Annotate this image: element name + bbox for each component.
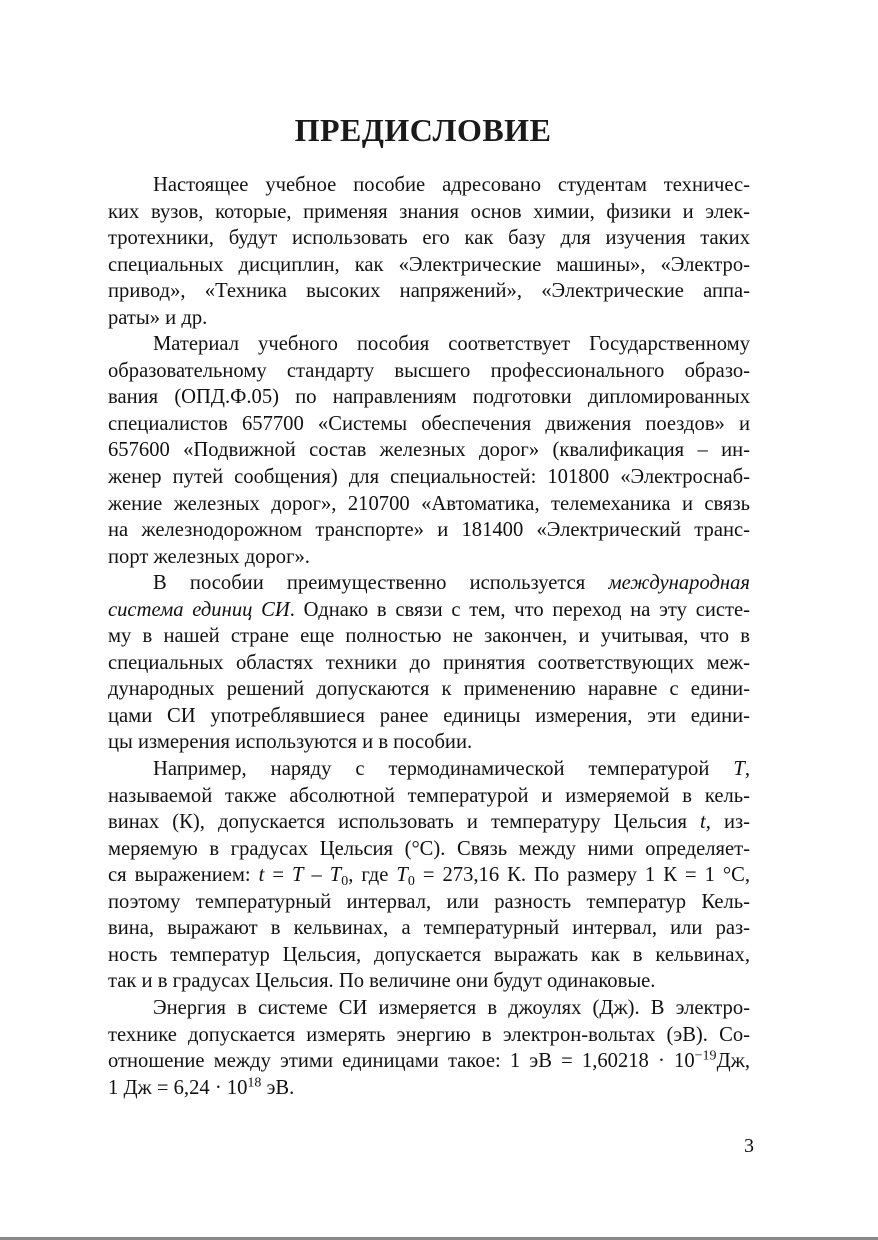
text-run: Например, наряду с термодинамической температурой xyxy=(153,758,734,781)
text-line: тротехники, будут использовать его как базу для изучения таких xyxy=(108,227,750,250)
formula-line xyxy=(108,862,750,889)
text-run: = xyxy=(264,864,292,887)
page-number: 3 xyxy=(744,1135,754,1157)
text-line xyxy=(108,597,750,624)
text-line: специальных дисциплин, как «Электрические машины», «Электро- xyxy=(108,253,750,276)
text-run: Дж, xyxy=(716,1050,750,1073)
text-line: жение железных дорог», 210700 «Автоматика, телемеханика и связь xyxy=(108,492,750,515)
text-line: Энергия в системе СИ измеряется в джоулях (Дж). В электро- xyxy=(153,996,750,1019)
text-run: , из- xyxy=(705,811,750,834)
math-variable: T xyxy=(733,758,745,781)
math-variable: T xyxy=(396,864,408,887)
text-line: поэтому температурный интервал, или разность температур Кель- xyxy=(108,890,750,913)
paragraph-5 xyxy=(108,995,750,1101)
text-line: меряемую в градусах Цельсия (°С). Связь между ними определяет- xyxy=(108,837,750,860)
text-line: образовательному стандарту высшего профессионального образо- xyxy=(108,359,750,382)
text-line: так и в градусах Цельсия. По величине они будут одинаковые. xyxy=(108,970,656,993)
formula-line xyxy=(108,1075,750,1102)
text-run: винах (К), допускается использовать и температуру Цельсия xyxy=(108,811,701,834)
math-variable: t xyxy=(258,864,265,887)
text-line: му в нашей стране еще полностью не закончен, и учитывая, что в xyxy=(108,625,750,648)
text-line xyxy=(108,756,750,783)
text-line: раты» и др. xyxy=(108,306,208,329)
text-run: , xyxy=(744,758,750,781)
math-variable: T xyxy=(329,864,342,887)
formula-line xyxy=(108,1048,750,1075)
text-run: ся выражением: xyxy=(108,864,259,887)
exponent: −19 xyxy=(694,1048,717,1064)
text-line: специальных областях техники до принятия соответствующих меж- xyxy=(108,651,750,674)
math-variable: t xyxy=(700,811,706,834)
text-line: женер путей сообщения) для специальностей: 101800 «Электроснаб- xyxy=(108,466,750,489)
text-run: , где xyxy=(348,864,397,887)
body-text xyxy=(108,172,750,1101)
text-line: 657600 «Подвижной состав железных дорог» (квалификация – ин- xyxy=(108,439,750,462)
subscript: 0 xyxy=(407,874,415,890)
paragraph-4 xyxy=(108,756,750,995)
text-line xyxy=(108,809,750,836)
text-run: = 273,16 К. По размеру 1 К = 1 °С, xyxy=(414,864,750,887)
text-line: ких вузов, которые, применяя знания основ химии, физики и элек- xyxy=(108,200,750,223)
text-line: называемой также абсолютной температурой и измеряемой в кель- xyxy=(108,784,750,807)
text-line: цы измерения используются и в пособии. xyxy=(108,731,473,754)
math-variable: T xyxy=(291,864,304,887)
emphasis-text: международная xyxy=(608,572,750,595)
paragraph-2 xyxy=(108,331,750,570)
text-run: эВ. xyxy=(261,1076,295,1099)
text-run: 1 Дж = 6,24 · 10 xyxy=(108,1076,248,1099)
paragraph-3 xyxy=(108,570,750,756)
text-line: Материал учебного пособия соответствует Государственному xyxy=(153,333,750,356)
text-line: привод», «Техника высоких напряжений», «Электрические аппа- xyxy=(108,280,750,303)
paragraph-1 xyxy=(108,172,750,331)
text-run: . Однако в связи с тем, что переход на эту систе- xyxy=(289,598,751,621)
text-line: Настоящее учебное пособие адресовано студентам техничес- xyxy=(153,174,750,196)
text-run: В пособии преимущественно используется xyxy=(153,572,609,595)
text-line: на железнодорожном транспорте» и 181400 «Электрический транс- xyxy=(108,519,750,542)
text-line xyxy=(108,570,750,597)
text-line: порт железных дорог». xyxy=(108,545,310,568)
text-run: – xyxy=(303,864,330,887)
text-line: ность температур Цельсия, допускается выражать как в кельвинах, xyxy=(108,943,750,966)
page-title: ПРЕДИСЛОВИЕ xyxy=(294,112,552,148)
text-line: вания (ОПД.Ф.05) по направлениям подготовки дипломированных xyxy=(108,386,750,409)
text-line: дународных решений допускаются к применению наравне с едини- xyxy=(108,678,750,701)
text-line: цами СИ употреблявшиеся ранее единицы измерения, эти едини- xyxy=(108,704,750,727)
subscript: 0 xyxy=(341,874,349,890)
emphasis-text: система единиц СИ xyxy=(108,598,290,621)
text-line: технике допускается измерять энергию в электрон-вольтах (эВ). Со- xyxy=(108,1023,750,1046)
exponent: 18 xyxy=(247,1074,262,1090)
text-line: специалистов 657700 «Системы обеспечения движения поездов» и xyxy=(108,412,750,435)
text-run: отношение между этими единицами такое: 1 эВ = 1,60218 · 10 xyxy=(108,1050,695,1073)
text-line: вина, выражают в кельвинах, а температурный интервал, или раз- xyxy=(108,917,750,940)
